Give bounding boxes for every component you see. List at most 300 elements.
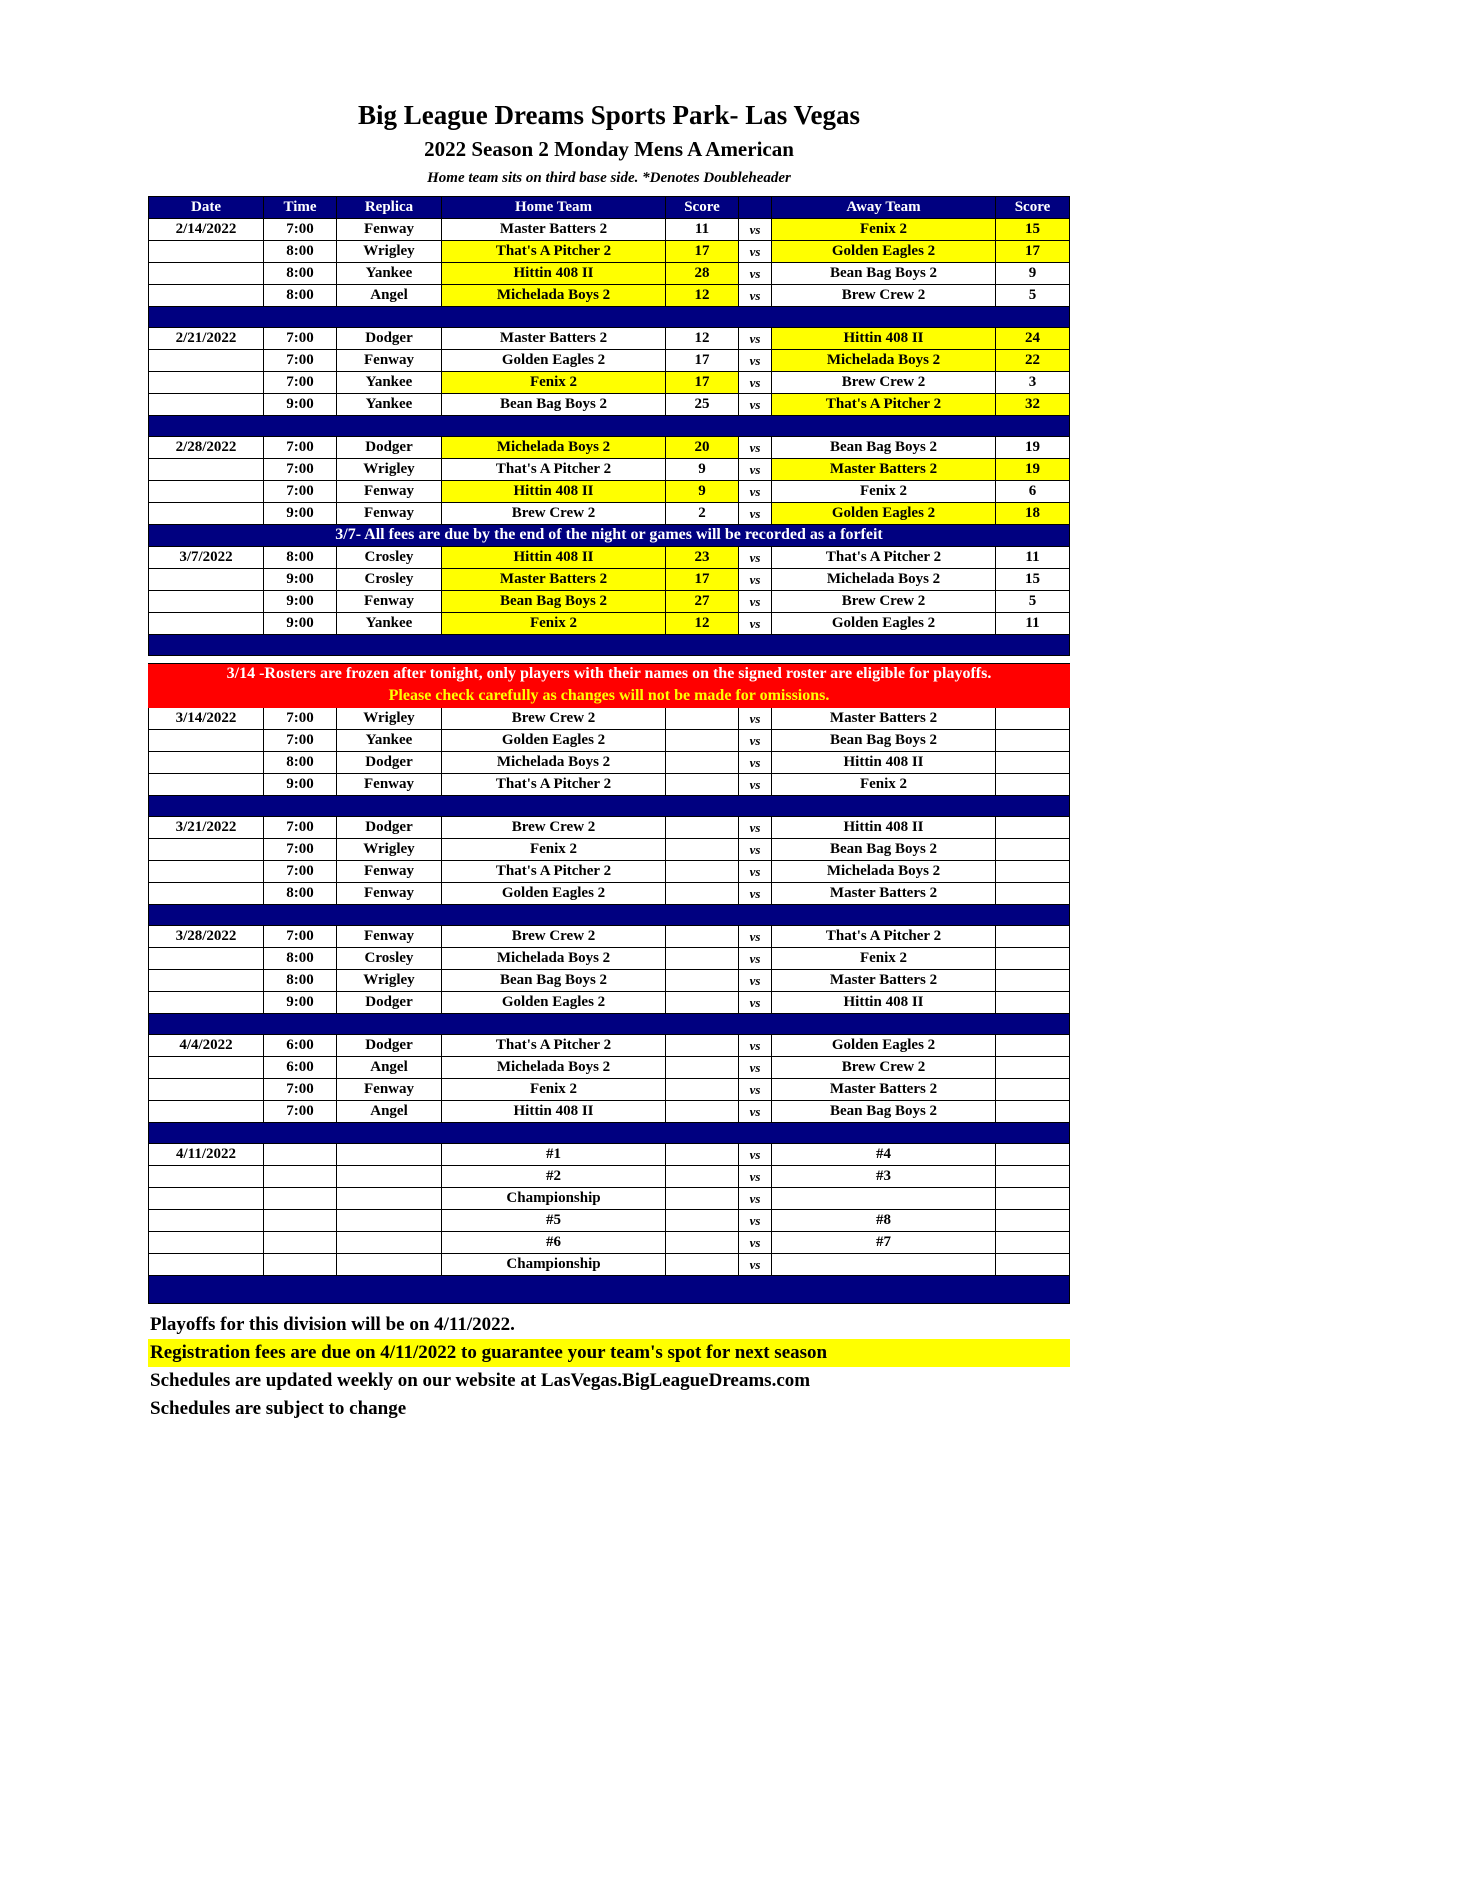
game-row [149, 730, 1070, 752]
away-score-cell [996, 817, 1070, 839]
home-team-cell: Bean Bag Boys 2 [442, 591, 666, 613]
time-cell: 7:00 [264, 1079, 337, 1101]
date-cell [149, 481, 264, 503]
game-row [149, 503, 1070, 525]
time-cell [264, 1166, 337, 1188]
page-note: Home team sits on third base side. *Denotes Doubleheader [427, 170, 791, 186]
date-cell [149, 1057, 264, 1079]
home-score-cell [666, 1057, 739, 1079]
home-score-cell [666, 774, 739, 796]
replica-cell: Crosley [337, 569, 442, 591]
replica-cell: Yankee [337, 372, 442, 394]
game-row [149, 1210, 1070, 1232]
date-cell [149, 1232, 264, 1254]
time-cell: 7:00 [264, 219, 337, 241]
home-score-cell [666, 1254, 739, 1276]
away-team-cell: Brew Crew 2 [772, 285, 996, 307]
replica-cell [337, 1144, 442, 1166]
away-team-cell: Golden Eagles 2 [772, 613, 996, 635]
game-row [149, 328, 1070, 350]
time-cell: 7:00 [264, 481, 337, 503]
away-team-cell: #7 [772, 1232, 996, 1254]
separator-row [149, 1123, 1070, 1144]
game-row [149, 1188, 1070, 1210]
away-score-cell [996, 1035, 1070, 1057]
date-cell: 4/4/2022 [149, 1035, 264, 1057]
home-score-cell: 23 [666, 547, 739, 569]
spacer-row [149, 656, 1070, 664]
separator-row [149, 307, 1070, 328]
vs-label: vs [739, 219, 772, 241]
replica-cell: Crosley [337, 547, 442, 569]
vs-label: vs [739, 591, 772, 613]
home-team-cell: Fenix 2 [442, 1079, 666, 1101]
replica-cell: Dodger [337, 752, 442, 774]
home-score-cell: 12 [666, 285, 739, 307]
separator-bar [149, 307, 1070, 328]
replica-cell: Yankee [337, 730, 442, 752]
game-row [149, 992, 1070, 1014]
away-team-cell: Master Batters 2 [772, 883, 996, 905]
away-score-cell [996, 774, 1070, 796]
time-cell: 9:00 [264, 774, 337, 796]
time-cell: 7:00 [264, 861, 337, 883]
replica-cell: Yankee [337, 394, 442, 416]
date-cell: 3/14/2022 [149, 708, 264, 730]
game-row [149, 241, 1070, 263]
date-cell [149, 1079, 264, 1101]
away-score-cell [996, 1254, 1070, 1276]
home-score-cell [666, 926, 739, 948]
footer-notes [148, 1311, 1070, 1423]
replica-cell: Crosley [337, 948, 442, 970]
home-team-cell: Bean Bag Boys 2 [442, 970, 666, 992]
separator-bar [149, 635, 1070, 656]
replica-cell: Wrigley [337, 970, 442, 992]
away-team-cell: Master Batters 2 [772, 970, 996, 992]
home-team-cell: Michelada Boys 2 [442, 285, 666, 307]
replica-cell: Fenway [337, 350, 442, 372]
time-cell: 8:00 [264, 285, 337, 307]
header-row [149, 197, 1070, 219]
home-team-cell: Fenix 2 [442, 372, 666, 394]
home-score-cell [666, 817, 739, 839]
notice-row [149, 664, 1070, 686]
date-cell: 3/7/2022 [149, 547, 264, 569]
vs-label: vs [739, 926, 772, 948]
away-team-cell: Master Batters 2 [772, 1079, 996, 1101]
away-team-cell: Master Batters 2 [772, 459, 996, 481]
home-score-cell: 25 [666, 394, 739, 416]
game-row [149, 547, 1070, 569]
date-cell: 2/14/2022 [149, 219, 264, 241]
away-team-cell: That's A Pitcher 2 [772, 547, 996, 569]
date-cell [149, 948, 264, 970]
date-cell: 3/28/2022 [149, 926, 264, 948]
home-team-cell: Golden Eagles 2 [442, 992, 666, 1014]
away-score-cell: 3 [996, 372, 1070, 394]
away-team-cell: #3 [772, 1166, 996, 1188]
notice-row [149, 686, 1070, 708]
game-row [149, 350, 1070, 372]
home-score-cell: 12 [666, 613, 739, 635]
time-cell: 8:00 [264, 948, 337, 970]
date-cell [149, 285, 264, 307]
date-cell [149, 774, 264, 796]
away-team-cell: That's A Pitcher 2 [772, 394, 996, 416]
game-row [149, 1144, 1070, 1166]
date-cell [149, 241, 264, 263]
home-team-cell: Fenix 2 [442, 613, 666, 635]
game-row [149, 285, 1070, 307]
date-cell [149, 730, 264, 752]
home-score-cell [666, 752, 739, 774]
replica-cell: Wrigley [337, 708, 442, 730]
home-team-cell: Championship [442, 1254, 666, 1276]
vs-label: vs [739, 481, 772, 503]
time-cell: 7:00 [264, 1101, 337, 1123]
game-row [149, 394, 1070, 416]
home-team-cell: Golden Eagles 2 [442, 730, 666, 752]
vs-label: vs [739, 1101, 772, 1123]
replica-cell: Fenway [337, 219, 442, 241]
away-team-cell: Fenix 2 [772, 774, 996, 796]
away-score-cell: 5 [996, 591, 1070, 613]
home-team-cell: Championship [442, 1188, 666, 1210]
vs-label: vs [739, 372, 772, 394]
home-score-cell: 28 [666, 263, 739, 285]
away-score-cell [996, 1144, 1070, 1166]
time-cell: 7:00 [264, 459, 337, 481]
date-cell [149, 503, 264, 525]
game-row [149, 1232, 1070, 1254]
game-row [149, 219, 1070, 241]
schedule-table [148, 196, 1070, 1304]
game-row [149, 1035, 1070, 1057]
home-team-cell: Master Batters 2 [442, 569, 666, 591]
home-team-cell: #5 [442, 1210, 666, 1232]
time-cell: 9:00 [264, 591, 337, 613]
away-team-cell: Fenix 2 [772, 219, 996, 241]
away-score-cell [996, 883, 1070, 905]
home-score-cell: 12 [666, 328, 739, 350]
date-cell: 2/28/2022 [149, 437, 264, 459]
replica-cell [337, 1210, 442, 1232]
replica-cell: Fenway [337, 503, 442, 525]
time-cell [264, 1232, 337, 1254]
away-score-cell [996, 730, 1070, 752]
replica-cell: Wrigley [337, 241, 442, 263]
replica-cell: Fenway [337, 1079, 442, 1101]
away-score-cell: 19 [996, 459, 1070, 481]
time-cell: 9:00 [264, 569, 337, 591]
away-score-cell: 6 [996, 481, 1070, 503]
game-row [149, 613, 1070, 635]
home-score-cell [666, 730, 739, 752]
replica-cell: Dodger [337, 328, 442, 350]
date-cell [149, 1166, 264, 1188]
home-score-cell [666, 1079, 739, 1101]
vs-label: vs [739, 241, 772, 263]
footer-line: Playoffs for this division will be on 4/11/2022. [150, 1314, 515, 1335]
time-cell: 6:00 [264, 1035, 337, 1057]
game-row [149, 926, 1070, 948]
date-cell: 2/21/2022 [149, 328, 264, 350]
home-team-cell: Michelada Boys 2 [442, 948, 666, 970]
away-team-cell [772, 1188, 996, 1210]
away-team-cell: Bean Bag Boys 2 [772, 839, 996, 861]
home-score-cell [666, 1210, 739, 1232]
away-team-cell: Brew Crew 2 [772, 372, 996, 394]
away-team-cell: That's A Pitcher 2 [772, 926, 996, 948]
away-team-cell: Brew Crew 2 [772, 591, 996, 613]
away-score-cell: 22 [996, 350, 1070, 372]
vs-label: vs [739, 774, 772, 796]
vs-label: vs [739, 861, 772, 883]
away-score-cell [996, 708, 1070, 730]
vs-label: vs [739, 1166, 772, 1188]
column-header [739, 197, 772, 219]
date-cell: 4/11/2022 [149, 1144, 264, 1166]
vs-label: vs [739, 569, 772, 591]
home-score-cell [666, 992, 739, 1014]
separator-bar [149, 1014, 1070, 1035]
date-cell [149, 372, 264, 394]
replica-cell [337, 1188, 442, 1210]
away-team-cell [772, 1254, 996, 1276]
away-score-cell: 15 [996, 569, 1070, 591]
home-team-cell: That's A Pitcher 2 [442, 1035, 666, 1057]
vs-label: vs [739, 459, 772, 481]
vs-label: vs [739, 1079, 772, 1101]
separator-bar [149, 905, 1070, 926]
time-cell: 7:00 [264, 839, 337, 861]
replica-cell: Wrigley [337, 839, 442, 861]
spacer [149, 656, 1070, 664]
vs-label: vs [739, 547, 772, 569]
game-row [149, 752, 1070, 774]
schedule-document [148, 100, 1070, 1423]
away-score-cell [996, 1057, 1070, 1079]
replica-cell: Angel [337, 1057, 442, 1079]
time-cell: 8:00 [264, 547, 337, 569]
game-row [149, 1057, 1070, 1079]
home-team-cell: Brew Crew 2 [442, 926, 666, 948]
replica-cell: Angel [337, 1101, 442, 1123]
home-team-cell: That's A Pitcher 2 [442, 774, 666, 796]
page-title: Big League Dreams Sports Park- Las Vegas [357, 100, 861, 130]
column-header: Replica [337, 197, 442, 219]
home-score-cell: 17 [666, 241, 739, 263]
date-cell [149, 591, 264, 613]
away-team-cell: Bean Bag Boys 2 [772, 437, 996, 459]
home-team-cell: #1 [442, 1144, 666, 1166]
footer-line: Schedules are updated weekly on our website at LasVegas.BigLeagueDreams.com [150, 1370, 811, 1391]
replica-cell: Fenway [337, 926, 442, 948]
time-cell: 7:00 [264, 926, 337, 948]
replica-cell: Fenway [337, 861, 442, 883]
home-score-cell [666, 948, 739, 970]
away-team-cell: Golden Eagles 2 [772, 241, 996, 263]
column-header: Time [264, 197, 337, 219]
replica-cell: Fenway [337, 481, 442, 503]
home-team-cell: Master Batters 2 [442, 328, 666, 350]
game-row [149, 1254, 1070, 1276]
replica-cell: Angel [337, 285, 442, 307]
replica-cell: Fenway [337, 591, 442, 613]
game-row [149, 948, 1070, 970]
away-score-cell: 9 [996, 263, 1070, 285]
vs-label: vs [739, 394, 772, 416]
home-score-cell: 9 [666, 459, 739, 481]
home-team-cell: Brew Crew 2 [442, 817, 666, 839]
vs-label: vs [739, 1035, 772, 1057]
away-score-cell: 32 [996, 394, 1070, 416]
game-row [149, 1101, 1070, 1123]
away-score-cell: 11 [996, 613, 1070, 635]
away-score-cell: 17 [996, 241, 1070, 263]
vs-label: vs [739, 1254, 772, 1276]
notice-text: 3/14 -Rosters are frozen after tonight, only players with their names on the signed roster are eligible for playoffs. [149, 664, 1070, 686]
vs-label: vs [739, 328, 772, 350]
replica-cell [337, 1254, 442, 1276]
separator-row [149, 416, 1070, 437]
game-row [149, 437, 1070, 459]
away-score-cell [996, 1166, 1070, 1188]
column-header: Score [666, 197, 739, 219]
time-cell [264, 1188, 337, 1210]
home-score-cell: 17 [666, 350, 739, 372]
date-cell [149, 613, 264, 635]
away-score-cell: 5 [996, 285, 1070, 307]
home-team-cell: That's A Pitcher 2 [442, 241, 666, 263]
home-score-cell [666, 1232, 739, 1254]
away-team-cell: Hittin 408 II [772, 328, 996, 350]
game-row [149, 569, 1070, 591]
vs-label: vs [739, 263, 772, 285]
date-cell [149, 459, 264, 481]
vs-label: vs [739, 1210, 772, 1232]
date-cell [149, 992, 264, 1014]
column-header: Home Team [442, 197, 666, 219]
vs-label: vs [739, 970, 772, 992]
column-header: Away Team [772, 197, 996, 219]
away-team-cell: Hittin 408 II [772, 752, 996, 774]
away-score-cell: 19 [996, 437, 1070, 459]
notice-row [149, 525, 1070, 547]
time-cell: 7:00 [264, 817, 337, 839]
separator-bar [149, 796, 1070, 817]
home-team-cell: Hittin 408 II [442, 1101, 666, 1123]
home-team-cell: Brew Crew 2 [442, 708, 666, 730]
time-cell: 7:00 [264, 328, 337, 350]
home-team-cell: Hittin 408 II [442, 481, 666, 503]
separator-row [149, 905, 1070, 926]
away-team-cell: Michelada Boys 2 [772, 350, 996, 372]
separator-row [149, 1276, 1070, 1304]
vs-label: vs [739, 992, 772, 1014]
home-score-cell: 20 [666, 437, 739, 459]
time-cell: 8:00 [264, 970, 337, 992]
home-team-cell: Brew Crew 2 [442, 503, 666, 525]
time-cell [264, 1254, 337, 1276]
table-header [149, 197, 1070, 219]
away-score-cell [996, 752, 1070, 774]
date-cell [149, 263, 264, 285]
vs-label: vs [739, 503, 772, 525]
home-score-cell [666, 970, 739, 992]
vs-label: vs [739, 817, 772, 839]
vs-label: vs [739, 285, 772, 307]
game-row [149, 459, 1070, 481]
away-team-cell: Golden Eagles 2 [772, 503, 996, 525]
game-row [149, 708, 1070, 730]
date-cell [149, 883, 264, 905]
vs-label: vs [739, 883, 772, 905]
game-row [149, 817, 1070, 839]
vs-label: vs [739, 839, 772, 861]
time-cell [264, 1210, 337, 1232]
date-cell [149, 350, 264, 372]
date-cell [149, 1254, 264, 1276]
home-score-cell [666, 708, 739, 730]
column-header: Date [149, 197, 264, 219]
away-score-cell [996, 1232, 1070, 1254]
home-team-cell: Master Batters 2 [442, 219, 666, 241]
home-score-cell [666, 1188, 739, 1210]
game-row [149, 1166, 1070, 1188]
home-score-cell [666, 839, 739, 861]
away-score-cell [996, 861, 1070, 883]
game-row [149, 861, 1070, 883]
home-score-cell [666, 883, 739, 905]
away-team-cell: Brew Crew 2 [772, 1057, 996, 1079]
game-row [149, 970, 1070, 992]
away-score-cell [996, 948, 1070, 970]
home-team-cell: Fenix 2 [442, 839, 666, 861]
home-team-cell: Golden Eagles 2 [442, 883, 666, 905]
date-cell [149, 1210, 264, 1232]
separator-row [149, 635, 1070, 656]
away-team-cell: Master Batters 2 [772, 708, 996, 730]
replica-cell: Yankee [337, 263, 442, 285]
game-row [149, 263, 1070, 285]
home-team-cell: Hittin 408 II [442, 547, 666, 569]
home-team-cell: Bean Bag Boys 2 [442, 394, 666, 416]
column-header: Score [996, 197, 1070, 219]
replica-cell: Fenway [337, 883, 442, 905]
date-cell [149, 569, 264, 591]
replica-cell: Dodger [337, 992, 442, 1014]
replica-cell: Wrigley [337, 459, 442, 481]
away-score-cell [996, 1079, 1070, 1101]
home-score-cell: 11 [666, 219, 739, 241]
date-cell [149, 1101, 264, 1123]
date-cell: 3/21/2022 [149, 817, 264, 839]
away-score-cell: 18 [996, 503, 1070, 525]
vs-label: vs [739, 730, 772, 752]
away-score-cell [996, 992, 1070, 1014]
vs-label: vs [739, 1188, 772, 1210]
away-team-cell: Fenix 2 [772, 948, 996, 970]
home-score-cell: 9 [666, 481, 739, 503]
replica-cell: Dodger [337, 1035, 442, 1057]
time-cell: 7:00 [264, 437, 337, 459]
time-cell [264, 1144, 337, 1166]
home-score-cell [666, 1035, 739, 1057]
away-team-cell: Golden Eagles 2 [772, 1035, 996, 1057]
away-team-cell: Michelada Boys 2 [772, 861, 996, 883]
